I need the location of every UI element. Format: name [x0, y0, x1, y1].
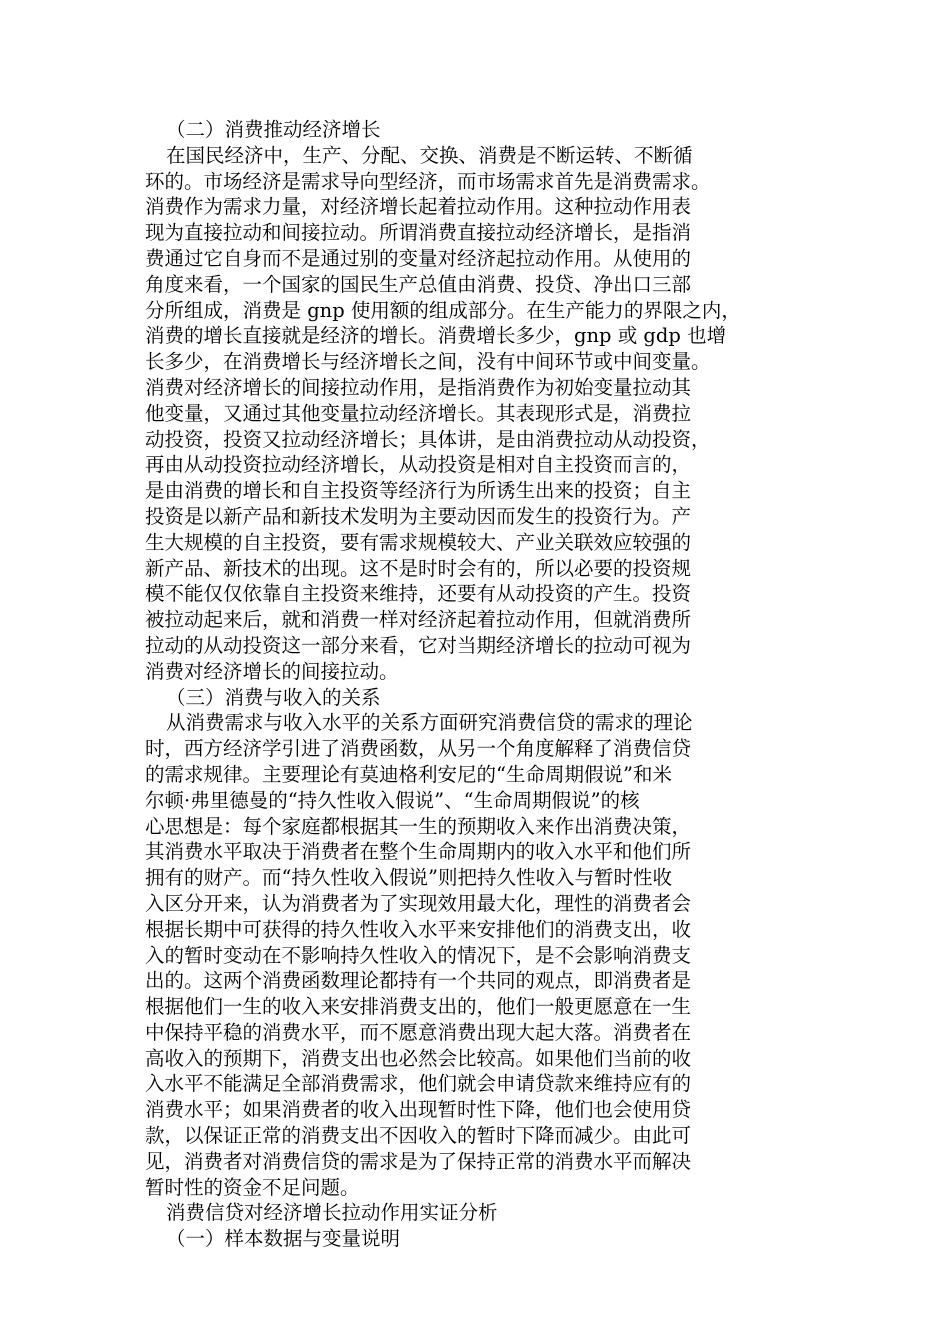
text-line: 消费的增长直接就是经济的增长。消费增长多少，gnp 或 gdp 也增 — [145, 324, 727, 348]
text-line: 入区分开来，认为消费者为了实现效用最大化，理性的消费者会 — [145, 891, 692, 915]
text-line: （一）样本数据与变量说明 — [166, 1227, 401, 1251]
text-line: 动投资，投资又拉动经济增长；具体讲，是由消费拉动从动投资， — [145, 427, 711, 451]
text-line: 时，西方经济学引进了消费函数，从另一个角度解释了消费信贷 — [145, 737, 692, 761]
text-line: 现为直接拉动和间接拉动。所谓消费直接拉动经济增长，是指消 — [145, 221, 692, 245]
text-line: 分所组成，消费是 gnp 使用额的组成部分。在生产能力的界限之内， — [145, 298, 741, 322]
text-line: 根据他们一生的收入来安排消费支出的，他们一般更愿意在一生 — [145, 995, 692, 1019]
document-body — [145, 117, 815, 1252]
text-line: 其消费水平取决于消费者在整个生命周期内的收入水平和他们所 — [145, 840, 692, 864]
text-line: 投资是以新产品和新技术发明为主要动因而发生的投资行为。产 — [145, 504, 692, 528]
text-line: 拉动的从动投资这一部分来看，它对当期经济增长的拉动可视为 — [145, 633, 692, 657]
text-line: 环的。市场经济是需求导向型经济，而市场需求首先是消费需求。 — [145, 169, 711, 193]
text-line: 消费对经济增长的间接拉动。 — [145, 659, 399, 683]
text-line: 模不能仅仅依靠自主投资来维持，还要有从动投资的产生。投资 — [145, 582, 692, 606]
text-section — [145, 685, 815, 1201]
text-line: 拥有的财产。而“持久性收入假说”则把持久性收入与暂时性收 — [145, 866, 672, 890]
text-section — [145, 1200, 815, 1252]
text-line: 根据长期中可获得的持久性收入水平来安排他们的消费支出，收 — [145, 917, 692, 941]
text-line: 的需求规律。主要理论有莫迪格利安尼的“生命周期假说”和米 — [145, 762, 672, 786]
text-section — [145, 117, 815, 685]
text-line: 生大规模的自主投资，要有需求规模较大、产业关联效应较强的 — [145, 530, 692, 554]
text-line: 心思想是：每个家庭都根据其一生的预期收入来作出消费决策， — [145, 814, 692, 838]
text-line: 是由消费的增长和自主投资等经济行为所诱生出来的投资；自主 — [145, 479, 692, 503]
text-line: 见，消费者对消费信贷的需求是为了保持正常的消费水平而解决 — [145, 1149, 692, 1173]
section-line: （二）消费推动经济增长 — [166, 118, 381, 141]
text-line: 尔顿·弗里德曼的“持久性收入假说”、“生命周期假说”的核 — [145, 788, 640, 812]
text-line: 长多少，在消费增长与经济增长之间，没有中间环节或中间变量。 — [145, 350, 711, 374]
text-line: 消费对经济增长的间接拉动作用，是指消费作为初始变量拉动其 — [145, 375, 692, 399]
text-line: 消费水平；如果消费者的收入出现暂时性下降，他们也会使用贷 — [145, 1098, 692, 1122]
text-line: 再由从动投资拉动经济增长，从动投资是相对自主投资而言的， — [145, 453, 692, 477]
text-line: 入水平不能满足全部消费需求，他们就会申请贷款来维持应有的 — [145, 1072, 692, 1096]
text-line: 角度来看，一个国家的国民生产总值由消费、投贷、净出口三部 — [145, 272, 692, 296]
text-line: 暂时性的资金不足问题。 — [145, 1175, 360, 1199]
text-line: 高收入的预期下，消费支出也必然会比较高。如果他们当前的收 — [145, 1046, 692, 1070]
text-line: 入的暂时变动在不影响持久性收入的情况下，是不会影响消费支 — [145, 943, 692, 967]
section-line: （三）消费与收入的关系 — [166, 685, 381, 709]
text-line: 新产品、新技术的出现。这不是时时会有的，所以必要的投资规 — [145, 556, 692, 580]
text-line: 他变量，又通过其他变量拉动经济增长。其表现形式是，消费拉 — [145, 401, 692, 425]
text-line: 从消费需求与收入水平的关系方面研究消费信贷的需求的理论 — [166, 711, 693, 735]
text-line: 中保持平稳的消费水平，而不愿意消费出现大起大落。消费者在 — [145, 1020, 692, 1044]
text-line: 费通过它自身而不是通过别的变量对经济起拉动作用。从使用的 — [145, 246, 692, 270]
section-line: 消费信贷对经济增长拉动作用实证分析 — [166, 1201, 498, 1225]
text-line: 款，以保证正常的消费支出不因收入的暂时下降而减少。由此可 — [145, 1124, 692, 1148]
text-line: 出的。这两个消费函数理论都持有一个共同的观点，即消费者是 — [145, 969, 692, 993]
text-line: 在国民经济中，生产、分配、交换、消费是不断运转、不断循 — [166, 143, 693, 167]
text-line: 被拉动起来后，就和消费一样对经济起着拉动作用，但就消费所 — [145, 608, 692, 632]
text-line: 消费作为需求力量，对经济增长起着拉动作用。这种拉动作用表 — [145, 195, 692, 219]
